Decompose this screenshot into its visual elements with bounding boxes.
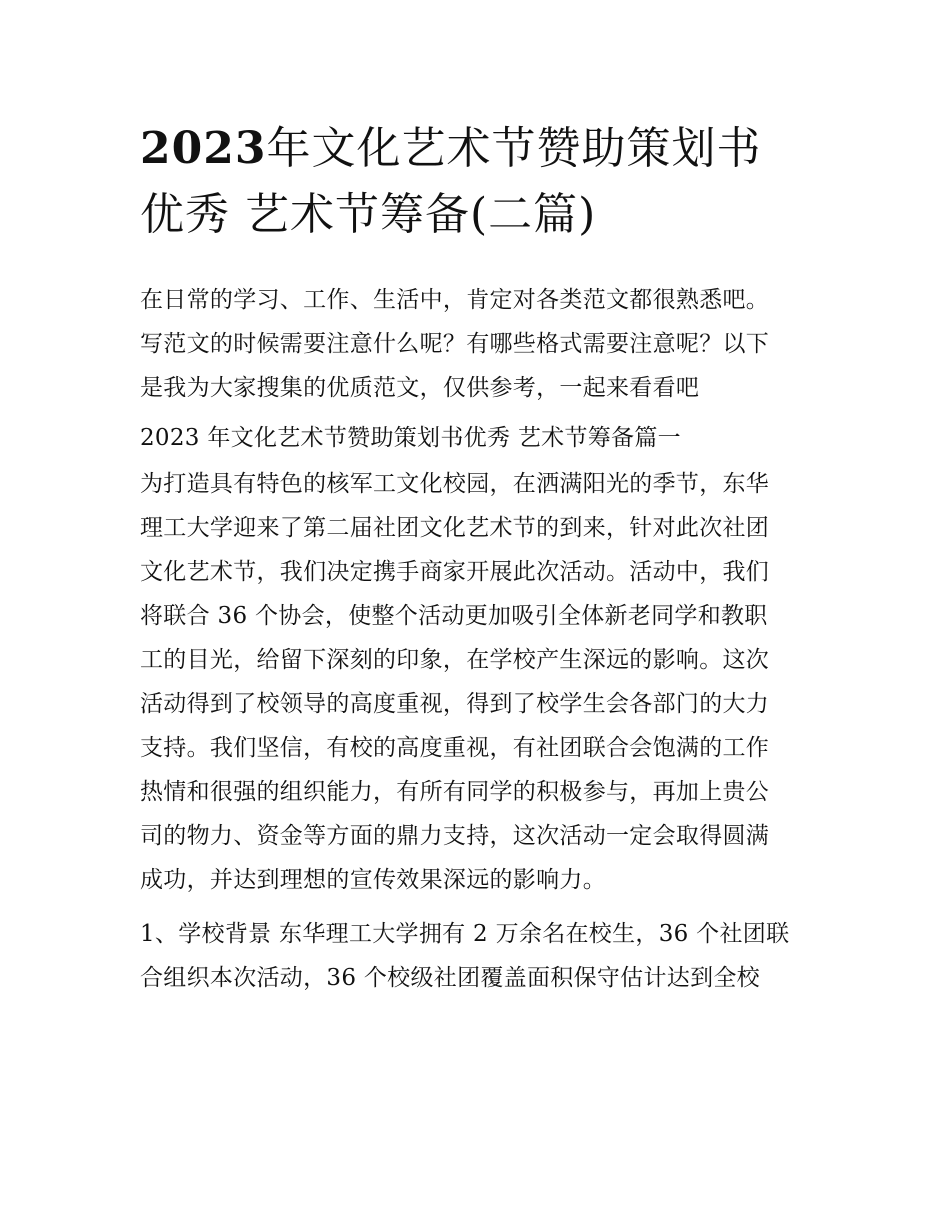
item-line: 1、学校背景 东华理工大学拥有 2 万余名在校生，36 个社团联: [140, 921, 790, 947]
title-line2: 优秀 艺术节筹备(二篇): [140, 189, 597, 240]
title-line1: 年文化艺术节赞助策划书: [266, 123, 762, 174]
item-line: 合组织本次活动，36 个校级社团覆盖面积保守估计达到全校: [140, 965, 760, 991]
document-body: [140, 278, 820, 1000]
title-year: 2023: [140, 123, 267, 174]
section-heading: 2023 年文化艺术节赞助策划书优秀 艺术节筹备篇一: [140, 425, 681, 451]
intro-line: 写范文的时候需要注意什么呢？有哪些格式需要注意呢？以下: [140, 331, 770, 357]
item-paragraph: [140, 912, 820, 1000]
paragraph-line: 为打造具有特色的核军工文化校园，在洒满阳光的季节，东华: [140, 471, 770, 497]
paragraph-line: 活动得到了校领导的高度重视，得到了校学生会各部门的大力: [140, 691, 770, 717]
intro-line: 是我为大家搜集的优质范文，仅供参考，一起来看看吧: [140, 375, 700, 401]
paragraph-line: 司的物力、资金等方面的鼎力支持，这次活动一定会取得圆满: [140, 823, 770, 849]
paragraph-line: 成功，并达到理想的宣传效果深远的影响力。: [140, 867, 606, 893]
paragraph-line: 将联合 36 个协会，使整个活动更加吸引全体新老同学和教职: [140, 603, 768, 629]
main-paragraph: [140, 462, 820, 902]
section-heading-block: [140, 416, 820, 460]
paragraph-line: 热情和很强的组织能力，有所有同学的积极参与，再加上贵公: [140, 779, 770, 805]
intro-line: 在日常的学习、工作、生活中，肯定对各类范文都很熟悉吧。: [140, 287, 770, 313]
intro-paragraph: [140, 278, 820, 410]
document-title: [140, 116, 820, 248]
paragraph-line: 理工大学迎来了第二届社团文化艺术节的到来，针对此次社团: [140, 515, 770, 541]
paragraph-line: 支持。我们坚信，有校的高度重视，有社团联合会饱满的工作: [140, 735, 770, 761]
paragraph-line: 文化艺术节，我们决定携手商家开展此次活动。活动中，我们: [140, 559, 770, 585]
paragraph-line: 工的目光，给留下深刻的印象，在学校产生深远的影响。这次: [140, 647, 770, 673]
